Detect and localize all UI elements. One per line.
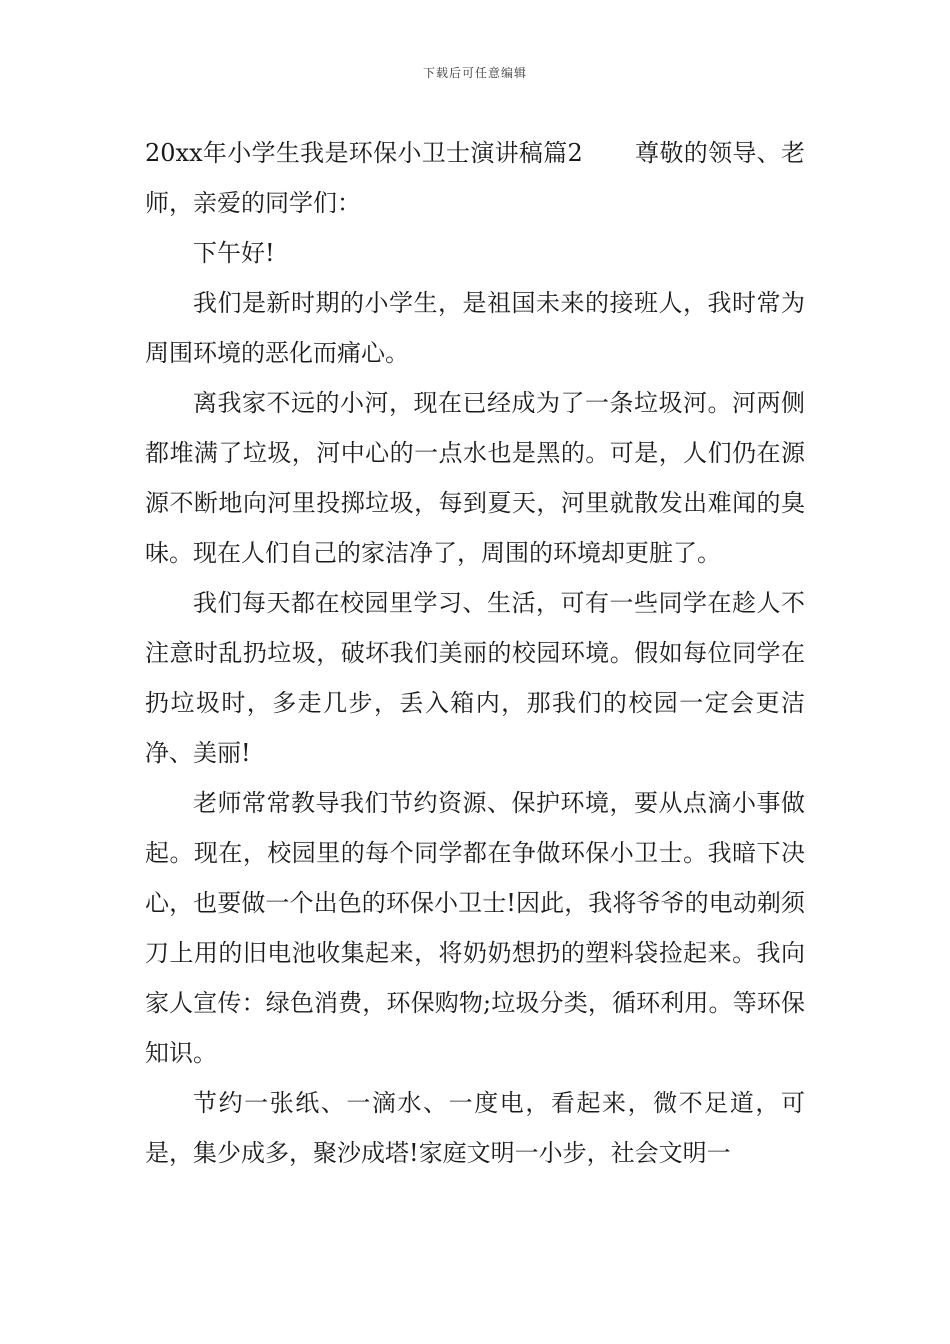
page-header-note: 下载后可任意编辑 bbox=[422, 66, 527, 80]
paragraph-1: 我们是新时期的小学生，是祖国未来的接班人，我时常为周围环境的恶化而痛心。 bbox=[145, 289, 805, 367]
paragraph-greeting: 下午好! bbox=[193, 239, 275, 267]
paragraph-5: 节约一张纸、一滴水、一度电，看起来，微不足道，可是，集少成多，聚沙成塔!家庭文明一小步，社会文明一 bbox=[145, 1089, 805, 1167]
title-line bbox=[145, 128, 805, 228]
document-body bbox=[145, 128, 805, 1178]
paragraph-2: 离我家不远的小河，现在已经成为了一条垃圾河。河两侧都堆满了垃圾，河中心的一点水也是黑的。可是，人们仍在源源不断地向河里投掷垃圾，每到夏天，河里就散发出难闻的臭味。现在人们自己的家洁净了，周围的环境却更脏了。 bbox=[145, 389, 805, 567]
paragraph-4: 老师常常教导我们节约资源、保护环境，要从点滴小事做起。现在，校园里的每个同学都在争做环保小卫士。我暗下决心，也要做一个出色的环保小卫士!因此，我将爷爷的电动剃须刀上用的旧电池收集起来，将奶奶想扔的塑料袋捡起来。我向家人宣传：绿色消费，环保购物;垃圾分类，循环利用。等环保知识。 bbox=[145, 789, 805, 1067]
document-title: 20xx年小学生我是环保小卫士演讲稿篇2 bbox=[145, 139, 583, 167]
paragraph-3: 我们每天都在校园里学习、生活，可有一些同学在趁人不注意时乱扔垃圾，破坏我们美丽的校园环境。假如每位同学在扔垃圾时，多走几步，丢入箱内，那我们的校园一定会更洁净、美丽! bbox=[145, 589, 805, 767]
salutation: 尊敬的领导、老师，亲爱的同学们： bbox=[145, 139, 805, 217]
